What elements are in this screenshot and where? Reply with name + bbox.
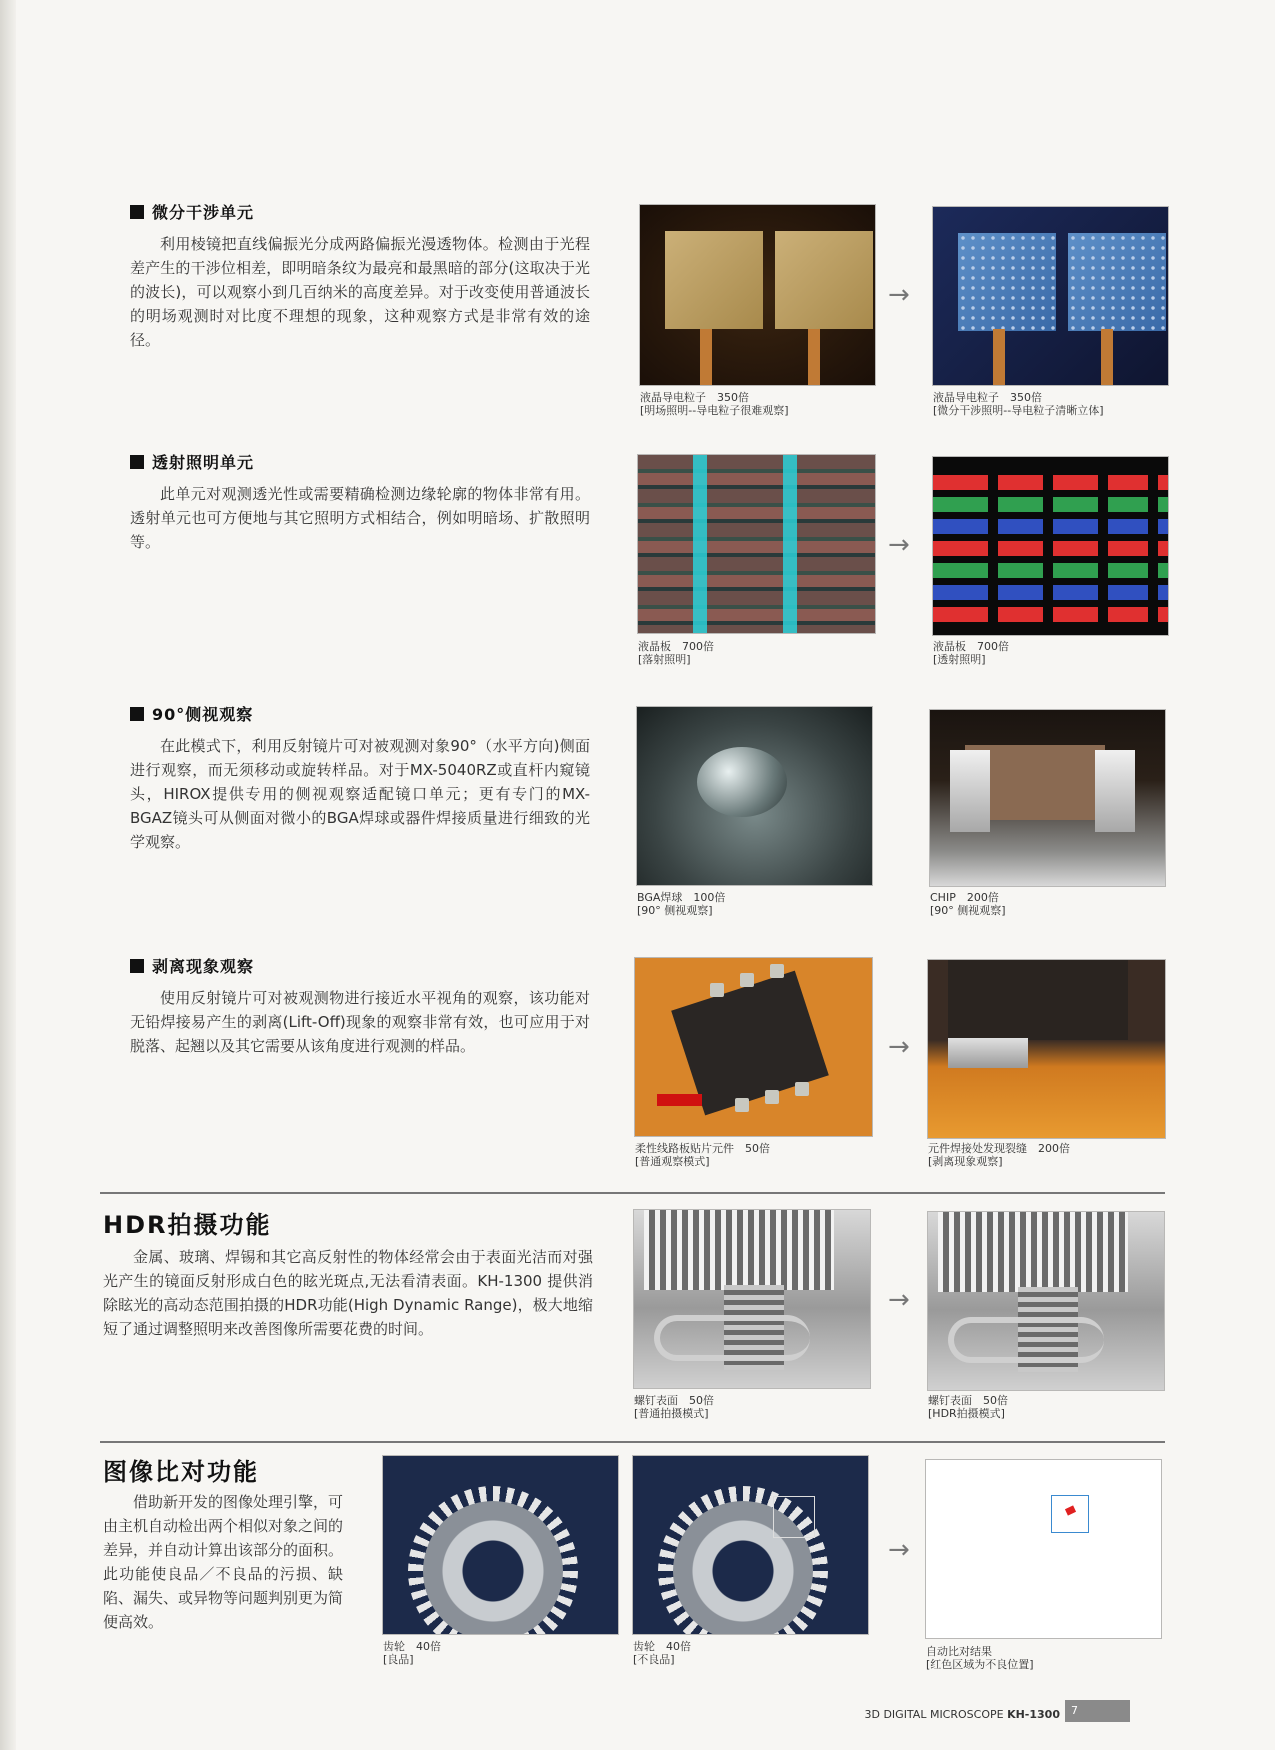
- caption-gear-good: 齿轮 40倍 [良品]: [383, 1640, 441, 1666]
- caption-chip: CHIP 200倍 [90° 侧视观察]: [930, 891, 1006, 917]
- arrow-icon: →: [888, 1285, 910, 1315]
- section-title-dic: 微分干涉单元: [130, 200, 254, 223]
- caption-screw-hdr: 螺钉表面 50倍 [HDR拍摄模式]: [928, 1394, 1008, 1420]
- section-divider: [100, 1441, 1165, 1443]
- page-edge: [0, 0, 16, 1750]
- photo-lcd-panel-reflected: [638, 455, 875, 633]
- section-title-image-compare: 图像比对功能: [103, 1458, 259, 1486]
- page-number: 7: [1065, 1700, 1130, 1722]
- square-bullet-icon: [130, 455, 144, 469]
- arrow-icon: →: [888, 280, 910, 310]
- section-title-hdr: HDR拍摄功能: [103, 1211, 272, 1239]
- arrow-icon: →: [888, 1535, 910, 1565]
- caption-lcd-reflected: 液晶板 700倍 [落射照明]: [638, 640, 714, 666]
- section-body-lift-off: 使用反射镜片可对被观测物进行接近水平视角的观察，该功能对无铅焊接易产生的剥离(Lift-Off)现象的观察非常有效，也可应用于对脱落、起翘以及其它需要从该角度进行观测的样品。: [130, 989, 590, 1055]
- photo-chip: [930, 710, 1165, 886]
- caption-flex-pcb: 柔性线路板贴片元件 50倍 [普通观察模式]: [635, 1142, 770, 1168]
- section-divider: [100, 1192, 1165, 1194]
- section-body-hdr: 金属、玻璃、焊锡和其它高反射性的物体经常会由于表面光洁而对强光产生的镜面反射形成白色的眩光斑点,无法看清表面。KH-1300 提供消除眩光的高动态范围拍摄的HDR功能(High Dynamic Range)，极大地缩短了通过调整照明来改善图像所需要花费的时间。: [103, 1248, 593, 1338]
- caption-lcd-dic: 液晶导电粒子 350倍 [微分干涉照明--导电粒子清晰立体]: [933, 391, 1104, 417]
- caption-solder-crack: 元件焊接处发现裂缝 200倍 [剥离现象观察]: [928, 1142, 1070, 1168]
- defect-highlight-box: [773, 1496, 815, 1538]
- photo-screw-hdr: [928, 1212, 1164, 1390]
- section-body-transmitted: 此单元对观测透光性或需要精确检测边缘轮廓的物体非常有用。透射单元也可方便地与其它照明方式相结合，例如明暗场、扩散照明等。: [130, 485, 590, 551]
- square-bullet-icon: [130, 205, 144, 219]
- red-arrow-icon: [657, 1094, 702, 1106]
- photo-screw-normal: [634, 1210, 870, 1388]
- caption-gear-defective: 齿轮 40倍 [不良品]: [633, 1640, 691, 1666]
- photo-solder-crack: [928, 960, 1165, 1138]
- arrow-icon: →: [888, 530, 910, 560]
- arrow-icon: →: [888, 1032, 910, 1062]
- photo-gear-good: [383, 1456, 618, 1634]
- photo-gear-defective: [633, 1456, 868, 1634]
- section-title-lift-off: 剥离现象观察: [130, 954, 254, 977]
- square-bullet-icon: [130, 707, 144, 721]
- caption-screw-normal: 螺钉表面 50倍 [普通拍摄模式]: [634, 1394, 714, 1420]
- section-body-image-compare: 借助新开发的图像处理引擎，可由主机自动检出两个相似对象之间的差异，并自动计算出该部分的面积。此功能使良品／不良品的污损、缺陷、漏失、或异物等问题判别更为简便高效。: [103, 1493, 344, 1631]
- photo-lcd-panel-transmitted: [933, 457, 1168, 635]
- caption-lcd-transmitted: 液晶板 700倍 [透射照明]: [933, 640, 1009, 666]
- photo-comparison-result: [926, 1460, 1161, 1638]
- photo-lcd-particle-brightfield: [640, 205, 875, 385]
- photo-bga-ball: [637, 707, 872, 885]
- section-title-side-view: 90°侧视观察: [130, 702, 253, 725]
- section-title-transmitted: 透射照明单元: [130, 450, 254, 473]
- photo-flex-pcb-component: [635, 958, 872, 1136]
- square-bullet-icon: [130, 959, 144, 973]
- caption-lcd-brightfield: 液晶导电粒子 350倍 [明场照明--导电粒子很难观察]: [640, 391, 789, 417]
- photo-lcd-particle-dic: [933, 207, 1168, 385]
- footer-brand: 3D DIGITAL MICROSCOPE KH-1300: [864, 1708, 1060, 1721]
- caption-comparison-result: 自动比对结果 [红色区域为不良位置]: [926, 1645, 1034, 1671]
- section-body-side-view: 在此模式下，利用反射镜片可对被观测对象90°（水平方向)侧面进行观察，而无须移动或旋转样品。对于MX-5040RZ或直杆内窥镜头，HIROX提供专用的侧视观察适配镜口单元；更有专门的MX-BGAZ镜头可从侧面对微小的BGA焊球或器件焊接质量进行细致的光学观察。: [130, 737, 590, 851]
- section-body-dic: 利用棱镜把直线偏振光分成两路偏振光漫透物体。检测由于光程差产生的干涉位相差，即明暗条纹为最亮和最黑暗的部分(这取决于光的波长)，可以观察小到几百纳米的高度差异。对于改变使用普通波长的明场观测时对比度不理想的现象，这种观察方式是非常有效的途径。: [130, 235, 590, 349]
- caption-bga: BGA焊球 100倍 [90° 侧视观察]: [637, 891, 726, 917]
